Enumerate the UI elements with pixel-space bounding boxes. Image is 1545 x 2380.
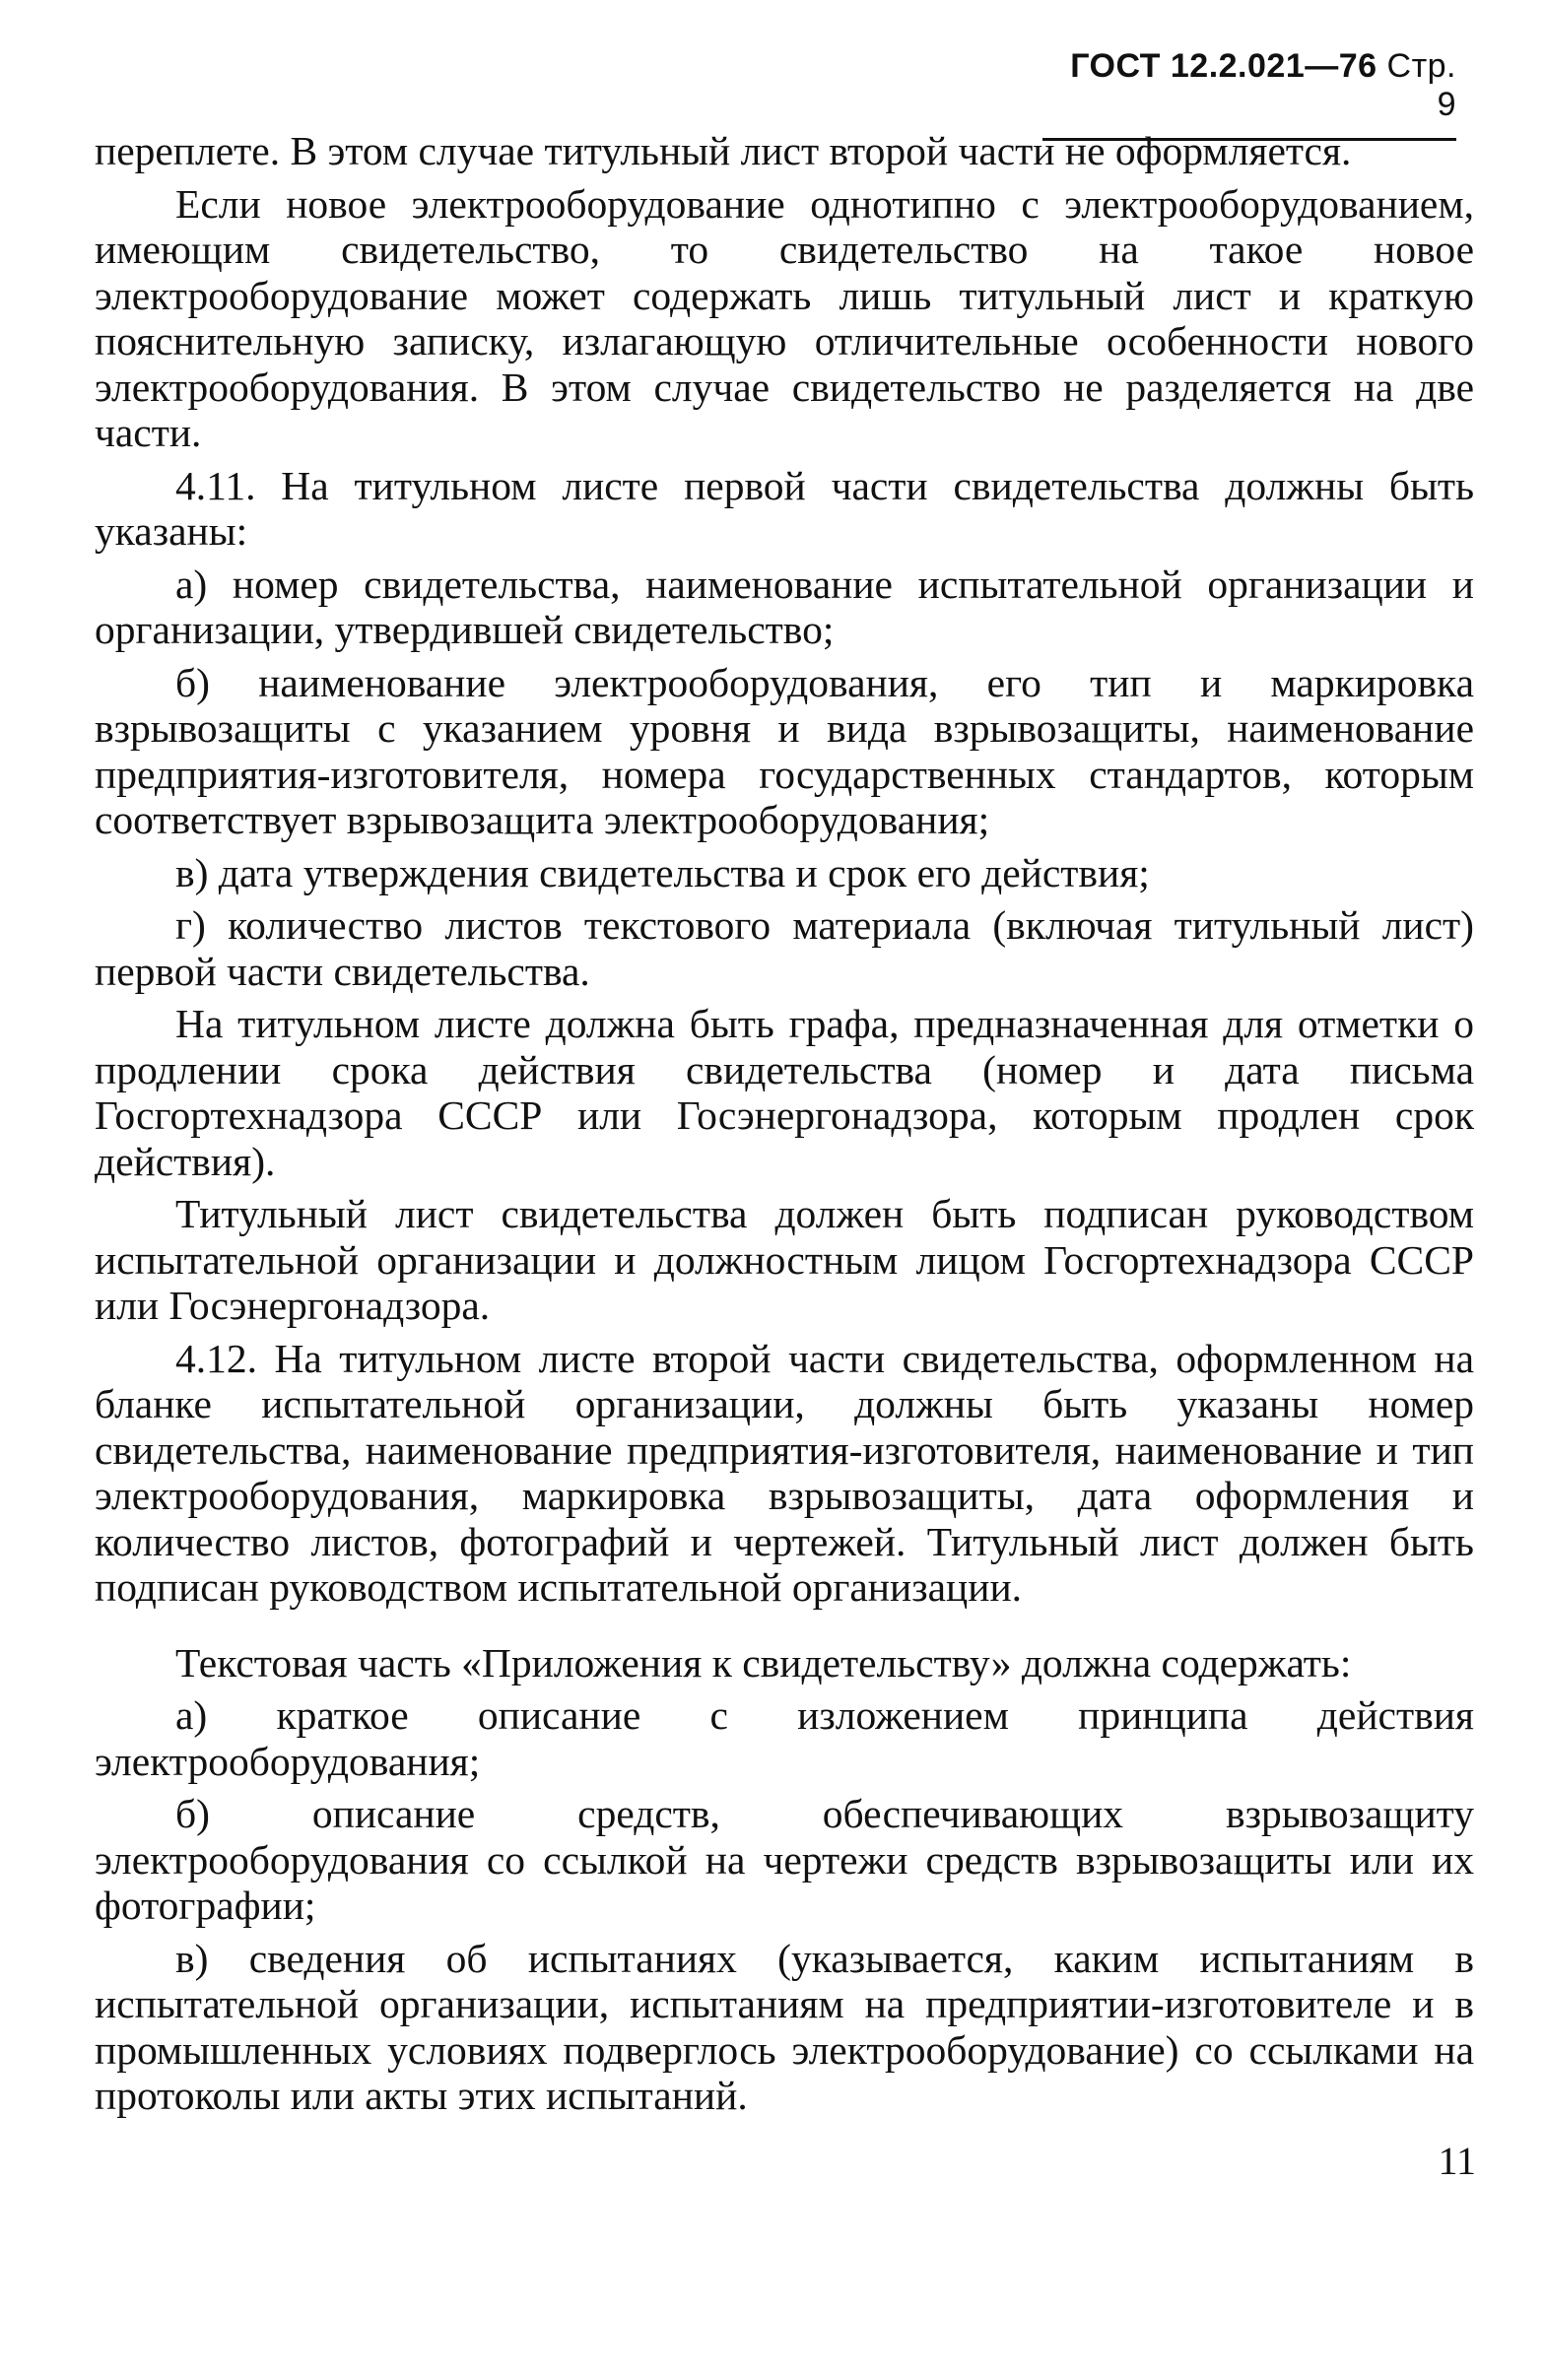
paragraph-extension-field: На титульном листе должна быть графа, предназначенная для отметки о продлении срока действия свидетельства (номер и дата письма Госгортехнадзора СССР или Госэнергонадзора, которым продлен срок действия).	[95, 1001, 1474, 1184]
appendix-item-a: а) краткое описание с изложением принципа действия электрооборудования;	[95, 1692, 1474, 1784]
document-body	[95, 128, 1474, 2126]
page-label: Стр. 9	[1386, 47, 1456, 123]
paragraph-text-part: Текстовая часть «Приложения к свидетельству» должна содержать:	[175, 1639, 1352, 1686]
clause-4-11: 4.11. На титульном листе первой части свидетельства должны быть указаны:	[95, 462, 1474, 554]
standard-number: ГОСТ 12.2.021—76	[1070, 47, 1377, 85]
appendix-item-b: б) описание средств, обеспечивающих взрывозащиту электрооборудования со ссылкой на чертежи средств взрывозащиты или их фотографии;	[95, 1791, 1474, 1928]
appendix-item-v: в) сведения об испытаниях (указывается, каким испытаниям в испытательной организации, испытаниям на предприятии-изготовителе и в промышленных условиях подверглось электрооборудование) со ссылками на протоколы или акты этих испытаний.	[95, 1935, 1474, 2118]
list-item-g: г) количество листов текстового материала (включая титульный лист) первой части свидетельства.	[95, 902, 1474, 994]
paragraph-similar-equipment: Если новое электрооборудование однотипно с электрооборудованием, имеющим свидетельство, то свидетельство на такое новое электрооборудование может содержать лишь титульный лист и краткую пояснительную записку, излагающую отличительные особенности нового электрооборудования. В этом случае свидетельство не разделяется на две части.	[95, 180, 1474, 455]
list-item-b: б) наименование электрооборудования, его тип и маркировка взрывозащиты с указанием уровня и вида взрывозащиты, наименование предприятия-изготовителя, номера государственных стандартов, которым соответствует взрывозащита электрооборудования;	[95, 659, 1474, 842]
page-header	[1042, 47, 1456, 141]
paragraph-signature: Титульный лист свидетельства должен быть подписан руководством испытательной организации и должностным лицом Госгортехнадзора СССР или Госэнергонадзора.	[95, 1191, 1474, 1328]
page-number: 11	[1438, 2139, 1476, 2183]
list-item-v: в) дата утверждения свидетельства и срок его действия;	[175, 849, 1150, 895]
clause-4-12: 4.12. На титульном листе второй части свидетельства, оформленном на бланке испытательной организации, должны быть указаны номер свидетельства, наименование предприятия-изготовителя, наименование и тип электрооборудования, маркировка взрывозащиты, дата оформления и количество листов, фотографий и чертежей. Титульный лист должен быть подписан руководством испытательной организации.	[95, 1335, 1474, 1610]
paragraph-continuation: переплете. В этом случае титульный лист второй части не оформляется.	[95, 128, 1352, 173]
list-item-a: а) номер свидетельства, наименование испытательной организации и организации, утвердившей свидетельство;	[95, 561, 1474, 652]
